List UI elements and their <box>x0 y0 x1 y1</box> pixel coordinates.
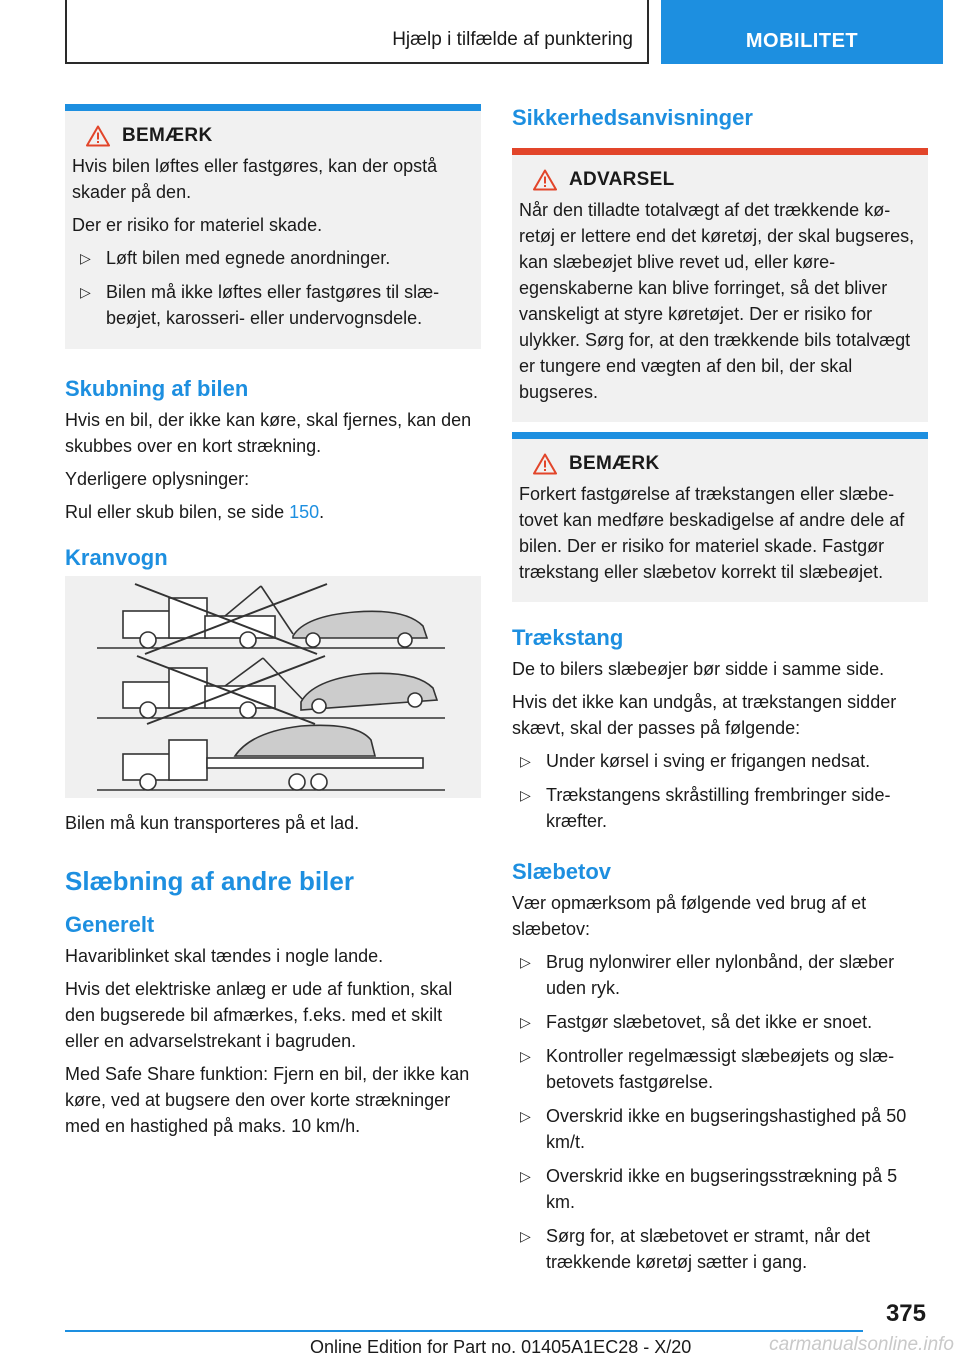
header-box <box>65 0 649 64</box>
section-heading: Slæbetov <box>512 859 612 884</box>
notice-box <box>65 104 481 349</box>
bullet-triangle-icon: ▷ <box>520 1014 531 1030</box>
tow-truck-illustration <box>65 576 481 798</box>
list-item: ▷ Under kørsel i sving er frigangen nedsat. <box>512 748 928 774</box>
chapter-title: Hjælp i tilfælde af punktering <box>392 29 633 50</box>
towing-illustration <box>65 576 481 798</box>
warning-title: ADVARSEL <box>569 169 675 190</box>
paragraph: Rul eller skub bilen, se side 150. <box>65 502 325 522</box>
watermark: carmanualsonline.info <box>769 1334 954 1355</box>
paragraph: Hvis det ikke kan undgås, at trækstangen sidder skævt, skal der passes på følgende: <box>512 692 897 738</box>
bullet-triangle-icon: ▷ <box>520 1048 531 1064</box>
section-heading: Generelt <box>65 912 155 937</box>
section-heading: Trækstang <box>512 625 624 650</box>
bullet-triangle-icon: ▷ <box>520 787 531 803</box>
warning-box <box>512 148 928 422</box>
section-heading: Kranvogn <box>65 545 168 570</box>
list-item: ▷ Overskrid ikke en bugseringshastighed på 50 km/t. <box>512 1103 928 1155</box>
section-heading: Skubning af bilen <box>65 376 249 401</box>
bullet-triangle-icon: ▷ <box>520 1168 531 1184</box>
warning-triangle-icon <box>86 125 110 147</box>
notice-text: Forkert fastgørelse af trækstangen eller slæbetovet kan medføre beskadigelse af andre dele af bilen. Der er risiko for materiel skade. Fastgør trækstang eller slæbetov korrekt til slæbeøjet. <box>519 484 905 582</box>
notice-title: BEMÆRK <box>569 453 660 474</box>
footer-divider <box>65 1330 863 1332</box>
list-item: ▷ Overskrid ikke en bugseringsstrækning på 5 km. <box>512 1163 928 1215</box>
section-heading: Sikkerhedsanvisninger <box>512 105 753 130</box>
paragraph: Hvis en bil, der ikke kan køre, skal fjernes, kan den skubbes over en kort strækning. <box>65 410 472 456</box>
section-tab[interactable]: MOBILITET <box>661 0 943 64</box>
list-item: ▷ Sørg for, at slæbetovet er stramt, når det trækkende køretøj sætter i gang. <box>512 1223 928 1275</box>
right-column <box>512 104 928 1283</box>
chapter-heading: Slæbning af andre biler <box>65 866 354 896</box>
bullet-list <box>512 748 928 834</box>
paragraph: Yderligere oplysninger: <box>65 469 250 489</box>
bullet-triangle-icon: ▷ <box>80 284 91 300</box>
notice-box <box>512 432 928 602</box>
notice-text: Hvis bilen løftes eller fastgøres, kan der opstå skader på den. <box>72 156 438 202</box>
warning-triangle-icon <box>533 453 557 475</box>
paragraph: De to bilers slæbeøjer bør sidde i samme side. <box>512 659 885 679</box>
bullet-triangle-icon: ▷ <box>520 954 531 970</box>
notice-list <box>72 245 473 331</box>
paragraph: Hvis det elektriske anlæg er ude af funktion, skal den bugserede bil afmærkes, f.eks. med et skilt eller en advarselstrekant i bagruden. <box>65 979 453 1051</box>
warning-triangle-icon <box>533 169 557 191</box>
bullet-triangle-icon: ▷ <box>520 1228 531 1244</box>
list-item: ▷ Fastgør slæbetovet, så det ikke er snoet. <box>512 1009 928 1035</box>
paragraph: Vær opmærksom på følgende ved brug af et slæbetov: <box>512 893 867 939</box>
bullet-triangle-icon: ▷ <box>80 250 91 266</box>
notice-text: Der er risiko for materiel skade. <box>72 215 323 235</box>
list-item: ▷ Kontroller regelmæssigt slæbeøjets og slæbetovets fastgørelse. <box>512 1043 928 1095</box>
edition-text: Online Edition for Part no. 01405A1EC28 - X/20 <box>310 1337 692 1357</box>
bullet-triangle-icon: ▷ <box>520 1108 531 1124</box>
list-item: ▷ Bilen må ikke løftes eller fastgøres til slæbeøjet, karosseri- eller undervognsdele. <box>72 279 473 331</box>
list-item: ▷ Løft bilen med egnede anordninger. <box>72 245 473 271</box>
bullet-triangle-icon: ▷ <box>520 753 531 769</box>
page-number: 375 <box>885 1300 926 1327</box>
paragraph: Med Safe Share funktion: Fjern en bil, der ikke kan køre, ved at bugsere den over korte strækninger med en hastighed på maks. 10 km/h. <box>65 1064 470 1136</box>
figure-caption: Bilen må kun transporteres på et lad. <box>65 813 360 833</box>
left-column <box>65 104 481 1146</box>
notice-title: BEMÆRK <box>122 125 213 146</box>
paragraph: Havariblinket skal tændes i nogle lande. <box>65 946 384 966</box>
page-link[interactable]: 150 <box>289 502 320 522</box>
list-item: ▷ Trækstangens skråstilling frembringer sidekræfter. <box>512 782 928 834</box>
list-item: ▷ Brug nylonwirer eller nylonbånd, der slæber uden ryk. <box>512 949 928 1001</box>
warning-text: Når den tilladte totalvægt af det trækkende køretøj er lettere end det køretøj, der skal bugseres, kan slæbeøjet blive revet ud, eller køreegenskaberne kan blive forringet, så det bliver vanskeligt at styre køretøjet. Der er risiko for ulykker. Sørg for, at den trækkende bils totalvægt er tungere end vægten af den bil, der skal bugseres. <box>519 200 915 402</box>
bullet-list <box>512 949 928 1275</box>
